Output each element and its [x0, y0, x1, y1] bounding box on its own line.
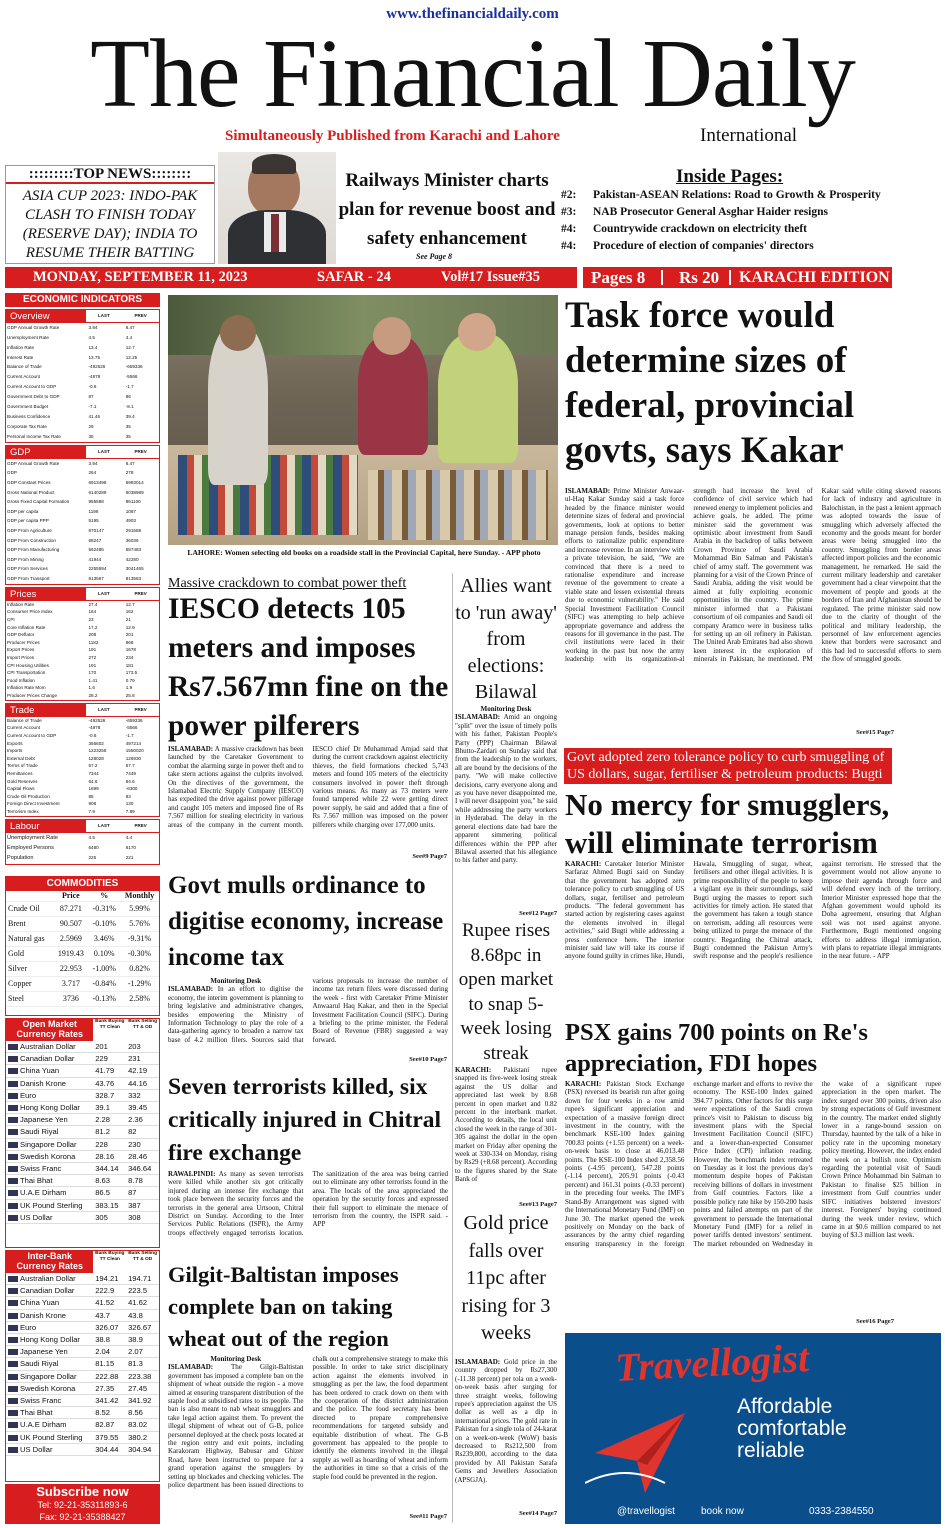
currency-row: Hong Kong Dollar 38.8 38.9: [6, 1334, 159, 1346]
smugglers-kicker: Govt adopted zero tolerance policy to curb smuggling of US dollars, sugar, fertiliser & petroleum products: Bugti: [564, 748, 892, 784]
indicator-row: Current Account -4878 -5566: [7, 725, 138, 731]
smugglers-body: KARACHI: Caretaker Interior Minister Sarfaraz Ahmed Bugti said on Sunday that the government has adopted zero tolerance policy to curb smuggling of US dollars, sugar, fertiliser and petroleum products. "The federal government has started action by registering cases against the elements involved in illegal activities," said Bugti while addressing a press conference here. The interior minister said law will take its course if anyone found guilty in crimes like, Hundi, Hawala, Smuggling of sugar, wheat, fertilisers and other illegal activities. It is prime responsibility of the people to keep a vigilant eye in their surroundings, said Bugti urging the masses to report such activities for timely action. He stated that the government has taken a tough stance on terrorism, adding all resources were being utilized to purge the menace of the country. Regarding the Chitral attack, Bugti condemned the Pakistan Army's swift response and the people's resilience against terrorism. He stressed that the government would not allow anyone to impose their agenda through force and will defend every inch of the territory. Interior Minister expressed hope that the Afghan government would uphold its Doha agreement, ensuring that Afghan soil was not used against anyone. Furthermore, Bugti mentioned ongoing efforts to address illegal immigration, with plans to repatriate illegal immigrants in the near future. - APP: [565, 860, 941, 961]
indicator-row: Capital Flows 1699 -6300: [7, 786, 138, 792]
indicator-row: Core Inflation Rate 17.2 12.9: [7, 624, 135, 630]
indicator-row: Unemployment Rate 4.5 4.4: [7, 334, 133, 340]
ordinance-see[interactable]: See#10 Page7: [409, 1056, 447, 1063]
indicator-row: Current Account to GDP -0.6 -1.7: [7, 384, 134, 390]
subscribe-fax: Fax: 92-21-35388427: [39, 1512, 126, 1522]
country-flag-icon: [8, 1056, 18, 1062]
indicator-row: GDP Annual Growth Rate 3.94 6.47: [7, 324, 135, 330]
indicator-section: [5, 703, 160, 817]
gold-body: ISLAMABAD: Gold price in the country dropped by Rs27,300 (-11.38 percent) per tola on a week-on-week basis after surging for three straight weeks, following rupee's appreciation against the US dollar as well as a dip in international prices. The gold rate in Pakistan for a single tola of 24-karat on a week-on-week (WoW) basis decreased to Rs212,500 from Rs239,800, according to the data provided by All Pakistan Sarafa Gems and Jewellers Association (APSGJA).: [455, 1358, 557, 1484]
gilgit-see[interactable]: See#11 Page7: [409, 1513, 447, 1520]
kakar-headline[interactable]: Task force would determine sizes of federal, provincial govts, says Kakar: [565, 295, 855, 471]
iesco-kicker: Massive crackdown to combat power theft: [168, 576, 407, 591]
indicator-section-name: Labour: [6, 820, 86, 832]
chitral-body: RAWALPINDI: As many as seven terrorists were killed while another six got critically injured during an intense fire exchange that took place between the security forces and the terrorists in the general area Urtsoon, Chitral District on Sunday. According to the Inter Services Public Relations (ISPR), the Army troops effectively engaged terrorists location. The sanitization of the area was being carried out to eliminate any other terrorists found in the area. The locals of the area appreciated the operation by the security forces and expressed their full support to eliminate the menace of terrorism from the country, the ISPR said. - APP: [168, 1170, 448, 1237]
main-photo: [168, 295, 558, 545]
indicator-col-prev: PREV: [134, 449, 147, 454]
chitral-headline[interactable]: Seven terrorists killed, six critically injured in Chitral fire exchange: [168, 1074, 442, 1166]
country-flag-icon: [8, 1337, 18, 1343]
indicator-row: CPI Transportation 170 173.5: [7, 670, 138, 676]
indicator-col-prev: PREV: [134, 313, 147, 318]
indicator-row: Food Inflation 1.41 0.79: [7, 677, 135, 683]
open-market-title: Open Market Currency Rates: [6, 1019, 93, 1041]
country-flag-icon: [8, 1178, 18, 1184]
commodity-row: Gold 1919.43 0.10% -0.30%: [6, 947, 159, 962]
open-market-col-sell: Bank Selling TT & OD: [128, 1019, 158, 1030]
country-flag-icon: [8, 1288, 18, 1294]
country-flag-icon: [8, 1349, 18, 1355]
country-flag-icon: [8, 1361, 18, 1367]
masthead-edition-word: International: [700, 125, 798, 146]
indicator-row: Inflation Rate Mom 1.6 1.9: [7, 685, 133, 691]
indicator-section: [5, 587, 160, 701]
open-market-col-buy: Bank Buying TT Clean: [95, 1019, 125, 1030]
country-flag-icon: [8, 1117, 18, 1123]
currency-row: Singapore Dollar 228 230: [6, 1138, 159, 1150]
iesco-body: ISLAMABAD: A massive crackdown has been launched by the Caretaker Government to combat the alarming surge in power theft and to take stern actions against the culprits involved. On the directives of the government, the Islamabad Electric Supply Company (IESCO) has expedited the drive against power pilferage and caught 105 meters and imposed fine of Rs 7.567 million for stealing electricity in various areas of the company in the current month. IESCO chief Dr Muhammad Amjad said that during the current crackdown against electricity thieves, the field formations checked 5,743 meters and found 105 meters of the electricity consumers involved in power theft through various means. As many as 73 meters were found tampered while 22 were getting direct power supply, he said and added that a fine of Rs 7.567 million was imposed on the power pilferers while charging over 177,000 units.: [168, 745, 448, 829]
indicator-row: Gross Fixed Capital Formation 955588 951100: [7, 499, 141, 505]
dateline-volume: Vol#17 Issue#35: [441, 269, 540, 285]
indicator-row: External Debt 128028 126930: [7, 755, 142, 761]
gold-headline[interactable]: Gold price falls over 11pc after rising for 3 weeks: [461, 1212, 551, 1344]
indicator-col-last: LAST: [98, 449, 110, 454]
indicator-row: CPI Housing Utilities 191 181: [7, 662, 134, 668]
indicator-row: GDP From Transport 813567 813563: [7, 576, 142, 582]
interbank-title: Inter-Bank Currency Rates: [6, 1251, 93, 1273]
country-flag-icon: [8, 1154, 18, 1160]
indicator-row: Exports 356602 497214: [7, 740, 142, 746]
dateline-edition: KARACHI EDITION: [739, 269, 890, 286]
masthead-tagline: Simultaneously Published from Karachi and Lahore: [225, 128, 560, 144]
indicator-row: Inflation Rate 13.4 12.7: [7, 344, 135, 350]
lead-promo-see[interactable]: See Page 8: [416, 252, 452, 261]
currency-row: US Dollar 305 308: [6, 1211, 159, 1223]
currency-row: Hong Kong Dollar 39.1 39.45: [6, 1102, 159, 1114]
indicator-row: Crude Oil Production 85 83: [7, 793, 131, 799]
subscribe-tel: Tel: 92-21-35311893-6: [37, 1500, 128, 1510]
allies-body: Monitoring Desk ISLAMABAD: Amid an ongoing "split" over the issue of timely polls with his father, Pakistan People's Party (PPP) Chairman Bilawal Bhutto-Zardari on Sunday said that from the leadership to the workers, all are bound by the decisions of the party. "We will make collective decisions, carry everyone along and as you have never disappointed me, I will never disappoint you," he said while addressing the party workers in Hyderabad. The delay in the general elections date had bare the apparent simmering political differences within the PPP after Bilawal asserted that his allegiance to his father and party.: [455, 705, 557, 865]
gilgit-headline[interactable]: Gilgit-Baltistan imposes complete ban on taking wheat out of the region: [168, 1262, 399, 1351]
country-flag-icon: [8, 1203, 18, 1209]
country-flag-icon: [8, 1142, 18, 1148]
ad-phone: 0333-2384550: [809, 1506, 874, 1517]
currency-row: Saudi Riyal 81.15 81.3: [6, 1358, 159, 1370]
interbank-col-sell: Bank Selling TT & OD: [128, 1251, 158, 1262]
interbank-table: [6, 1273, 159, 1456]
top-news-box[interactable]: [5, 165, 215, 264]
currency-row: US Dollar 304.44 304.94: [6, 1443, 159, 1455]
indicator-table: [6, 459, 159, 584]
ad-handle: @travellogist: [617, 1506, 675, 1517]
indicator-row: GDP From Manufacturing 562485 587483: [7, 547, 142, 553]
indicator-row: Balance of Trade -492526 -659336: [7, 717, 143, 723]
ad-line1: Affordable: [737, 1395, 833, 1418]
indicator-col-prev: PREV: [134, 591, 147, 596]
indicator-row: Gross National Product 6140289 6038989: [7, 489, 144, 495]
indicator-row: GDP per capita PPP 5195 4903: [7, 518, 136, 524]
indicator-row: Unemployment Rate 4.5 4.4: [7, 834, 133, 841]
currency-row: Singapore Dollar 222.88 223.38: [6, 1370, 159, 1382]
currency-row: Swiss Franc 341.42 341.92: [6, 1395, 159, 1407]
kakar-body: ISLAMABAD: Prime Minister Anwaar-ul-Haq Kakar Sunday said a task force headed by the finance minister would determine sizes of federal and provincial governments, look at options to better manage pension funds, besides making efforts to rationalize public expenditure and increase revenue. In an interview with a private television, he said, "We are convinced that there is a need to rationalise expenditure and increase revenue of the government to create a viable state and lessen existential threats due to economic vulnerability." He said Special Investment Facilitation Council (SIFC) was attempting to help achieve appropriate governance and address the reasons for ill governance in the past. The civil institutions were laced in their working in the past but now the army leadership with its organization-al strength had increase the level of confidence of civil service which had renewed energy to implement policies and achieve goals, he added. The prime minister said the government was optimistic about investment from Saudi Arabia in the backdrop of talks between Crown Province of Saudi Arabia Mohammad Bin Salman and Pakistan's chief of army staff. The government was planning for a visit of the Crown Prince of Saudi Arabia, adding the visit would be aimed at fully exploiting economic opportunities in the country. The prime minister informed that a Pakistani consortium of oil companies and Saudi oil company Aramco were in business talks for setting up an oil refinery in Pakistan. The United Arab Emirates had also shown keen interest in the exploration of minerals in Pakistan, he mentioned. PM Kakar said while citing skewed reasons for lack of industry and agriculture in Balochistan, in the past a lenient approach was adopted towards the issue of smuggling which adversely affected the economy and the goods meant for border areas were being smuggled into the country. Smuggling from border areas affected import policies and the economic management, he remarked. He said the current military leadership and caretaker government had a clear viewpoint that the movement of people and goods at the borders of Iran and Afghanistan should be regulated. The prime minister said now due to the clarity of thought of the political and military leadership, the personnel of law enforcement agencies knew that borders were sacrosanct and this had led to successful efforts to stem the flow of smuggled goods.: [565, 487, 941, 664]
lead-promo-photo: [218, 152, 336, 264]
currency-row: Canadian Dollar 222.9 223.5: [6, 1285, 159, 1297]
kakar-see[interactable]: See#15 Page7: [856, 729, 894, 736]
commodity-row: Copper 3.717 -0.84% -1.29%: [6, 977, 159, 992]
indicator-row: GDP Annual Growth Rate 3.94 6.47: [7, 460, 135, 466]
indicator-row: Consumer Price Index 164 162: [7, 609, 134, 615]
currency-row: Danish Krone 43.7 43.8: [6, 1309, 159, 1321]
indicator-section: [5, 309, 160, 443]
commodities-title: COMMODITIES: [6, 877, 159, 891]
psx-see[interactable]: See#16 Page7: [856, 1318, 894, 1325]
country-flag-icon: [8, 1105, 18, 1111]
indicator-row: Balance of Trade -492526 -659336: [7, 364, 143, 370]
ordinance-headline[interactable]: Govt mulls ordinance to digitise economy, increase income tax: [168, 872, 444, 971]
country-flag-icon: [8, 1276, 18, 1282]
country-flag-icon: [8, 1386, 18, 1392]
indicator-table: [6, 833, 159, 863]
indicator-row: Government Budget -7.1 -8.1: [7, 404, 134, 410]
indicator-row: Foreign Direct Investment 908 130: [7, 801, 134, 807]
subscribe-box[interactable]: [5, 1484, 160, 1524]
indicator-table: [6, 717, 159, 816]
indicator-row: Imports 1223258 1550020: [7, 748, 144, 754]
dateline-price: Rs 20: [679, 268, 720, 287]
country-flag-icon: [8, 1313, 18, 1319]
psx-body: KARACHI: Pakistan Stock Exchange (PSX) reversed its bearish run after going down for four weeks in a row amid rupee's significant appreciation and expectation of a massive foreign direct investment in the country, with the benchmark KSE-100 Index gaining 700.83 points (+1.55 percent) on a week-on-week basis to close at 46,013.48 points. The KSE-100 Index shed 2,358.56 points (-4.95 percent), 547.28 points (-1.14 percent), 205.91 points (-0.43 percent) and 161.31 points (-0.33 percent) in the preceding four weeks. The IMF's Stand-By Arrangement was signed with the International Monetary Fund (IMF) on June 30. The market opened the week positively on Monday on the back of assurances by the army chief regarding ensuring transparency in the foreign exchange market and efforts to revive the economy. The KSE-100 Index gained 394.77 points. Other factors for this surge were expectations of the Saudi crown prince's visit to Pakistan to discuss big investment plans with the Special Investment Facilitation Council (SIFC) and a lower-than-expected Consumer Price Index (CPI) inflation reading. However, the benchmark index retreated on Tuesday as it lost the previous day's momentum despite hopes of Pakistan receiving billions of dollars in investment from Gulf countries. Factors like a possible policy rate hike by 150-200 basis points and failed attempts on part of the government to persuade the International Monetary Fund (IMF) for a relief in power tariffs dented investors' sentiment. The market rebounded on Wednesday in the wake of a significant rupee appreciation in the open market. The index surged over 300 points, driven also by strong expectations of Gulf investment in the country. The market ended slightly lower in a range-bound session on Thursday, haunted by the talk of a hike in policy rate in the upcoming monetary policy meeting. However, the index ended the week on a bullish note. Optimism regarding the potential visit of Saudi Crown Prince Mohammad bin Salman to Pakistan to finalise $25 billion in investment from Gulf countries under SIFC initiatives bolstered investors' interest. Foreigners' buying continued during the week under review, which came in at $0.6 million compared to net buying of $3.3 million last week.: [565, 1080, 941, 1248]
currency-row: China Yuan 41.79 42.19: [6, 1065, 159, 1077]
commodity-row: Natural gas 2.5969 3.46% -9.31%: [6, 932, 159, 947]
ad-line2: comfortable: [737, 1417, 847, 1440]
indicator-row: Interest Rate 13.75 12.25: [7, 354, 138, 360]
indicator-row: GDP 264 278: [7, 470, 134, 476]
currency-row: Swedish Korona 27.35 27.45: [6, 1382, 159, 1394]
allies-headline[interactable]: Allies want to 'run away' from elections: Bilawal: [455, 575, 557, 703]
indicator-row: Producer Prices 1182 968: [7, 639, 134, 645]
indicator-row: Remittances 7344 7449: [7, 770, 136, 776]
country-flag-icon: [8, 1398, 18, 1404]
dateline-bar: [5, 267, 892, 288]
indicator-row: Employed Persons 6480 6170: [7, 844, 136, 851]
dateline-pages: Pages 8: [591, 268, 646, 287]
indicator-row: Current Account to GDP -0.6 -1.7: [7, 732, 134, 738]
country-flag-icon: [8, 1044, 18, 1050]
indicator-col-last: LAST: [98, 591, 110, 596]
ad-book[interactable]: book now: [701, 1506, 744, 1517]
indicator-row: GDP From Mining 41944 42280: [7, 556, 139, 562]
indicator-row: Inflation Rate 27.4 12.7: [7, 601, 135, 607]
indicator-row: GDP per capita 1196 1087: [7, 508, 136, 514]
masthead-title: The Financial Daily: [90, 20, 855, 128]
inside-item[interactable]: #4: Countrywide crackdown on electricity theft: [561, 223, 807, 235]
commodity-row: Brent 90.507 -0.10% 5.76%: [6, 917, 159, 932]
inside-pages-title: Inside Pages:: [676, 166, 784, 187]
country-flag-icon: [8, 1374, 18, 1380]
rupee-headline[interactable]: Rupee rises 8.68pc in open market to snap 5-week losing streak: [458, 920, 554, 1064]
indicator-col-prev: PREV: [134, 823, 147, 828]
indicator-row: Producer Prices Change 28.2 25.8: [7, 693, 135, 699]
currency-row: U.A.E Dirham 86.5 87: [6, 1187, 159, 1199]
currency-row: UK Pound Sterling 383.15 387: [6, 1199, 159, 1211]
dateline-hijri: SAFAR - 24: [317, 269, 391, 285]
country-flag-icon: [8, 1093, 18, 1099]
currency-row: Japanese Yen 2.04 2.07: [6, 1346, 159, 1358]
ad-line3: reliable: [737, 1439, 805, 1462]
indicator-section: [5, 819, 160, 865]
indicator-section: [5, 445, 160, 585]
country-flag-icon: [8, 1068, 18, 1074]
currency-row: Swedish Korona 28.16 28.46: [6, 1150, 159, 1162]
country-flag-icon: [8, 1300, 18, 1306]
open-market-panel: [5, 1018, 160, 1248]
smugglers-headline[interactable]: No mercy for smugglers, will eliminate terrorism: [565, 787, 890, 860]
indicators-panel: [5, 293, 160, 873]
indicator-section-name: Overview: [6, 310, 86, 322]
dateline-date: MONDAY, SEPTEMBER 11, 2023: [33, 269, 248, 285]
country-flag-icon: [8, 1435, 18, 1441]
currency-row: Japanese Yen 2.28 2.36: [6, 1114, 159, 1126]
ad-footer: [565, 1499, 941, 1524]
indicator-section-name: GDP: [6, 446, 86, 458]
psx-headline[interactable]: PSX gains 700 points on Re's appreciation, FDI hopes: [565, 1019, 868, 1077]
lead-promo-headline[interactable]: Railways Minister charts plan for revenue boost and safety enhancement: [338, 170, 556, 249]
indicator-row: GDP From Construction 68247 36036: [7, 537, 139, 543]
commodities-table: Price % Monthly Crude Oil 87.271 -0.31% 5.99% Brent 90.507 -0.10% 5.76% Natural gas 2.5969 3.46% -9.31% Gold 1919.43 0.10% -0.30% Silver 22.953 -1.00% 0.82% Copper 3.717 -0.84% -1.29% Steel 3736 -0.13% 2.58%: [6, 891, 159, 1007]
iesco-headline[interactable]: IESCO detects 105 meters and imposes Rs7.567mn fine on the power pilferers: [168, 593, 449, 742]
ad-brand: Travellogist: [613, 1334, 811, 1391]
allies-see[interactable]: See#12 Page7: [519, 910, 557, 917]
subscribe-title: Subscribe now: [36, 1484, 129, 1499]
country-flag-icon: [8, 1410, 18, 1416]
interbank-col-buy: Bank Buying TT Clean: [95, 1251, 125, 1262]
indicator-col-last: LAST: [98, 313, 110, 318]
currency-row: Australian Dollar 194.21 194.71: [6, 1273, 159, 1285]
main-photo-caption: LAHORE: Women selecting old books on a roadside stall in the Provincial Capital, here Sunday. - APP photo: [187, 548, 541, 557]
currency-row: Canadian Dollar 229 231: [6, 1053, 159, 1065]
gold-see[interactable]: See#14 Page7: [519, 1510, 557, 1517]
country-flag-icon: [8, 1422, 18, 1428]
country-flag-icon: [8, 1190, 18, 1196]
indicator-row: GDP From Services 2255594 3041465: [7, 566, 144, 572]
masthead-url[interactable]: www.thefinancialdaily.com: [386, 6, 559, 22]
indicator-row: Terms of Trade 57.2 57.7: [7, 763, 135, 769]
inside-item[interactable]: #3: NAB Prosecutor General Asghar Haider resigns: [561, 206, 828, 218]
indicator-row: Gold Reserves 64.6 64.6: [7, 778, 135, 784]
indicator-table: [6, 601, 159, 700]
inside-item[interactable]: #4: Procedure of election of companies' directors: [561, 240, 814, 252]
indicator-row: Government Debt to GDP 87 86: [7, 394, 131, 400]
currency-row: Swiss Franc 344.14 346.64: [6, 1163, 159, 1175]
rupee-see[interactable]: See#13 Page7: [519, 1201, 557, 1208]
country-flag-icon: [8, 1081, 18, 1087]
currency-row: U.A.E Dirham 82.87 83.02: [6, 1419, 159, 1431]
indicator-row: GDP Deflator 208 201: [7, 632, 134, 638]
rupee-body: KARACHI: Pakistani rupee snapped its five-week losing streak against the US dollar and appreciated last week by 8.68 percent in open market and 0.82 percent in the interbank market. According to details, the local unit closed the week in the range of 301-305 against the dollar in the open market on Friday after opening the week at 330-334 on Monday, rising by Rs29 (+8.68 percent). According to the figures shared by the State Bank of: [455, 1066, 557, 1184]
indicator-row: Corporate Tax Rate 29 35: [7, 423, 131, 429]
middle-column-rule: [452, 573, 453, 1523]
open-market-table: [6, 1041, 159, 1224]
indicator-row: Current Account -4878 -5566: [7, 374, 138, 380]
country-flag-icon: [8, 1215, 18, 1221]
commodity-row: Silver 22.953 -1.00% 0.82%: [6, 962, 159, 977]
ordinance-body: Monitoring Desk ISLAMABAD: In an effort to digitise the economy, the interim government is planning to bring legislative and administrative changes, besides empowering the Ministry of Information Technology to play the role of a data-gathering agency to broaden a narrow tax base of 4.2 million filers. Sources said that various proposals to increase the number of income tax return filers were discussed during the week - first with Caretaker Prime Minister Anwaarul Haq Kakar, and then in the Special Investment Facilitation Council (SIFC). During a briefing to the prime minister, the Federal Board of Revenue (FBR) suggested a way forward.: [168, 977, 448, 1044]
country-flag-icon: [8, 1166, 18, 1172]
indicator-section-name: Prices: [6, 588, 86, 600]
indicator-row: GDP Constant Prices 6913498 5993014: [7, 479, 144, 485]
currency-row: China Yuan 41.52 41.62: [6, 1297, 159, 1309]
indicator-row: Export Prices 191 1678: [7, 647, 136, 653]
indicator-table: [6, 323, 159, 442]
gilgit-body: Monitoring Desk ISLAMABAD: The Gilgit-Baltistan government has imposed a complete ban on the shipment of wheat outside the region - a move aimed at ensuring transparent distribution of the staple food at subsidised rates to its people. The ban is also meant to nab wheat smugglers and take legal action against them. To prevent the illegal shipment of wheat out of G-B, police personnel deployed at the check posts located at the region entry and exit points, including Karakoram Highway, Babusar and Ghizer Road, have been instructed to prepare for a grand operation against the smugglers by setting up blockades and checking vehicles. The police department has been issued directions to chalk out a comprehensive strategy to make this possible. In order to take strict disciplinary action against the elements involved in smuggling as per the law, the food department has been ordered to crack down on them with the cooperation of the district administration and the police. The food secretary has been directed to prepare comprehensive recommendations for targeted subsidy and equitable distribution of wheat. The G-B government has appealed to the people to identify the elements involved in the illegal supply as well as hoarding of wheat and inform the authorities in time so that a crisis of the staple food could be prevented in the region.: [168, 1355, 448, 1490]
inside-pages-list: [561, 189, 941, 257]
indicator-row: Business Confidence 41.46 39.4: [7, 414, 135, 419]
currency-row: Danish Krone 43.76 44.16: [6, 1077, 159, 1089]
commodity-row: Crude Oil 87.271 -0.31% 5.99%: [6, 902, 159, 917]
indicator-row: GDP From Agriculture 870147 291588: [7, 527, 142, 533]
interbank-panel: [5, 1250, 160, 1482]
top-news-label: :::::::::TOP NEWS::::::::: [6, 166, 214, 184]
commodities-panel: [5, 876, 160, 1016]
indicator-row: CPI 23 21: [7, 616, 131, 622]
currency-row: Euro 328.7 332: [6, 1089, 159, 1101]
travellogist-ad[interactable]: [565, 1333, 941, 1524]
ad-plane-icon: [585, 1393, 695, 1503]
indicator-row: Personal Income Tax Rate 35 35: [7, 433, 131, 439]
indicator-row: Import Prices 272 234: [7, 654, 134, 660]
top-news-text: ASIA CUP 2023: INDO-PAK CLASH TO FINISH TODAY (RESERVE DAY); INDIA TO RESUME THEIR BATTING: [22, 188, 198, 261]
indicator-row: Terrorism Index 7.9 7.89: [7, 809, 135, 815]
currency-row: Euro 326.07 326.67: [6, 1321, 159, 1333]
indicator-col-prev: PREV: [134, 707, 147, 712]
currency-row: UK Pound Sterling 379.55 380.2: [6, 1431, 159, 1443]
inside-item[interactable]: #2: Pakistan-ASEAN Relations: Road to Growth & Prosperity: [561, 189, 881, 201]
indicators-title: ECONOMIC INDICATORS: [5, 293, 160, 307]
indicator-col-last: LAST: [98, 823, 110, 828]
country-flag-icon: [8, 1325, 18, 1331]
indicator-col-last: LAST: [98, 707, 110, 712]
iesco-see[interactable]: See#9 Page7: [412, 853, 447, 860]
currency-row: Thai Bhat 8.52 8.56: [6, 1407, 159, 1419]
indicator-row: Population 225 221: [7, 854, 134, 861]
currency-row: Saudi Riyal 81.2 82: [6, 1126, 159, 1138]
indicator-section-name: Trade: [6, 704, 86, 716]
commodity-row: Steel 3736 -0.13% 2.58%: [6, 992, 159, 1007]
country-flag-icon: [8, 1129, 18, 1135]
currency-row: Thai Bhat 8.63 8.78: [6, 1175, 159, 1187]
country-flag-icon: [8, 1447, 18, 1453]
currency-row: Australian Dollar 201 203: [6, 1041, 159, 1053]
